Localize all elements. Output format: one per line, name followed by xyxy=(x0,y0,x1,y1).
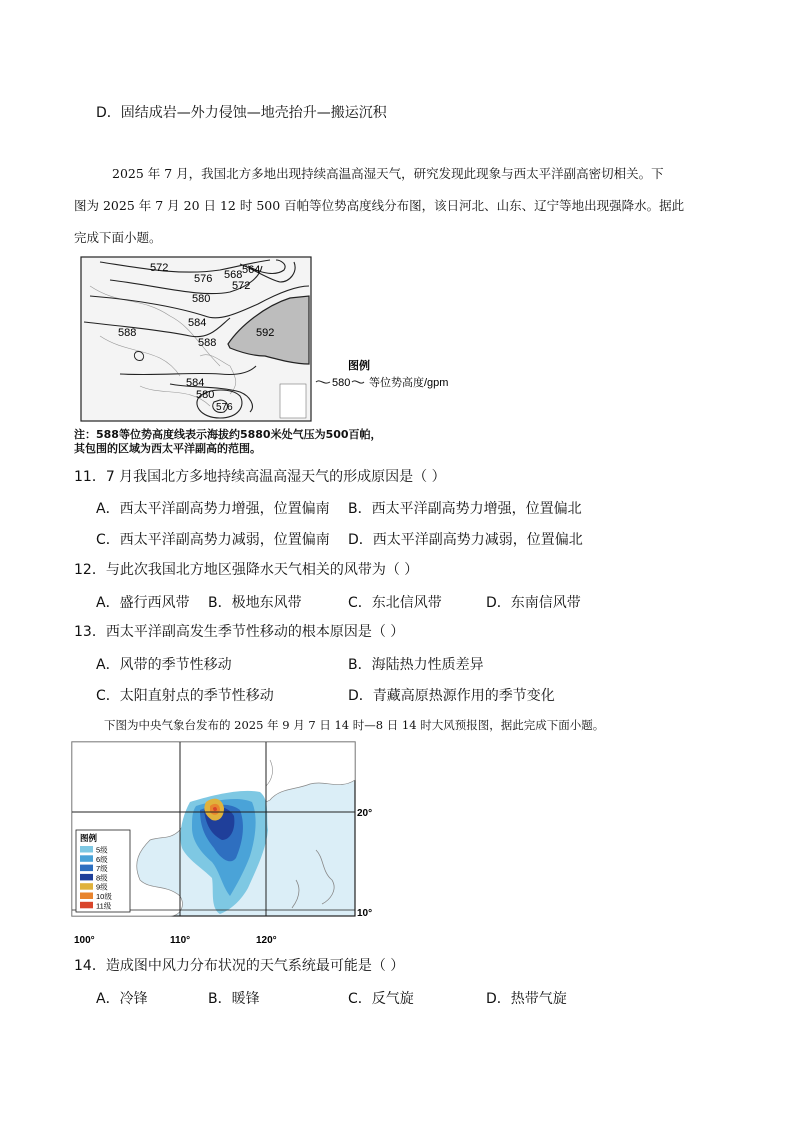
q11-option-c[interactable]: C．西太平洋副高势力减弱，位置偏南 xyxy=(96,532,330,548)
legend-label: 7级 xyxy=(96,864,108,874)
q14-option-d[interactable]: D．热带气旋 xyxy=(486,991,567,1007)
legend-swatch xyxy=(80,846,93,853)
contour-label: 572 xyxy=(232,280,251,292)
q14-option-a[interactable]: A．冷锋 xyxy=(96,991,148,1007)
q13-option-b[interactable]: B．海陆热力性质差异 xyxy=(348,657,484,673)
contour-label: 588 xyxy=(198,337,217,349)
contour-label: 580 xyxy=(196,389,215,401)
map1-legend-text: 等位势高度/gpm xyxy=(369,377,449,389)
legend-swatch xyxy=(80,855,93,862)
map1-legend-value: 580 xyxy=(332,377,351,389)
legend-swatch xyxy=(80,883,93,890)
q11-option-d[interactable]: D．西太平洋副高势力减弱，位置偏北 xyxy=(348,532,583,548)
q11-option-a[interactable]: A．西太平洋副高势力增强，位置偏南 xyxy=(96,501,330,517)
legend-label: 9级 xyxy=(96,882,108,892)
q14-option-b[interactable]: B．暖锋 xyxy=(208,991,260,1007)
previous-option-d[interactable]: D．固结成岩—外力侵蚀—地壳抬升—搬运沉积 xyxy=(96,105,387,121)
contour-label: 572 xyxy=(150,262,169,274)
q12-option-b[interactable]: B．极地东风带 xyxy=(208,595,302,611)
legend-swatch xyxy=(80,865,93,872)
gale-forecast-map xyxy=(70,740,390,946)
lon-label-100: 100° xyxy=(74,935,95,946)
contour-label: 564 xyxy=(242,264,261,276)
legend-label: 5级 xyxy=(96,845,108,855)
q13-option-c[interactable]: C．太阳直射点的季节性移动 xyxy=(96,688,274,704)
contour-label: 592 xyxy=(256,327,275,339)
q13-option-a[interactable]: A．风带的季节性移动 xyxy=(96,657,232,673)
q12-option-c[interactable]: C．东北信风带 xyxy=(348,595,442,611)
legend-swatch xyxy=(80,902,93,909)
contour-label: 588 xyxy=(118,327,137,339)
lon-label-120: 120° xyxy=(256,935,277,946)
passage1-line3: 完成下面小题。 xyxy=(74,230,162,245)
contour-label: 580 xyxy=(192,293,211,305)
lat-label-20: 20° xyxy=(357,808,373,819)
passage2: 下图为中央气象台发布的 2025 年 9 月 7 日 14 时—8 日 14 时大风预报图，据此完成下面小题。 xyxy=(104,718,605,732)
map1-note-line2: 其包围的区域为西太平洋副高的范围。 xyxy=(74,442,261,455)
q12-option-d[interactable]: D．东南信风带 xyxy=(486,595,581,611)
contour-label: 576 xyxy=(216,402,233,413)
question-12-stem: 12．与此次我国北方地区强降水天气相关的风带为（ ） xyxy=(74,562,419,578)
question-14-stem: 14．造成图中风力分布状况的天气系统最可能是（ ） xyxy=(74,958,405,974)
q13-option-d[interactable]: D．青藏高原热源作用的季节变化 xyxy=(348,688,555,704)
q11-option-b[interactable]: B．西太平洋副高势力增强，位置偏北 xyxy=(348,501,582,517)
legend-label: 6级 xyxy=(96,854,108,864)
q12-option-a[interactable]: A．盛行西风带 xyxy=(96,595,190,611)
passage1-line2: 图为 2025 年 7 月 20 日 12 时 500 百帕等位势高度线分布图，该日河北、山东、辽宁等地出现强降水。据此 xyxy=(74,198,685,213)
legend-label: 10级 xyxy=(96,892,112,901)
contour-label: 584 xyxy=(188,317,207,329)
legend-label: 8级 xyxy=(96,873,108,883)
passage1-line1: 2025 年 7 月，我国北方多地出现持续高温高湿天气，研究发现此现象与西太平洋副高密切相关。下 xyxy=(112,166,664,181)
map2-legend-title: 图例 xyxy=(80,833,98,843)
lon-label-110: 110° xyxy=(170,935,191,946)
contour-label: 568 xyxy=(224,269,243,281)
question-11-stem: 11．7 月我国北方多地持续高温高湿天气的形成原因是（ ） xyxy=(74,469,446,485)
question-13-stem: 13．西太平洋副高发生季节性移动的根本原因是（ ） xyxy=(74,624,405,640)
legend-swatch xyxy=(80,874,93,881)
contour-label: 576 xyxy=(194,273,213,285)
map1-note-line1: 注：588等位势高度线表示海拔约5880米处气压为500百帕， xyxy=(74,428,382,441)
legend-label: 11级 xyxy=(96,901,112,911)
lat-label-10: 10° xyxy=(357,908,373,919)
q14-option-c[interactable]: C．反气旋 xyxy=(348,991,414,1007)
geopotential-map xyxy=(80,256,455,422)
contour-label: 584 xyxy=(186,377,205,389)
legend-swatch xyxy=(80,893,93,900)
map1-legend-title: 图例 xyxy=(348,360,370,372)
